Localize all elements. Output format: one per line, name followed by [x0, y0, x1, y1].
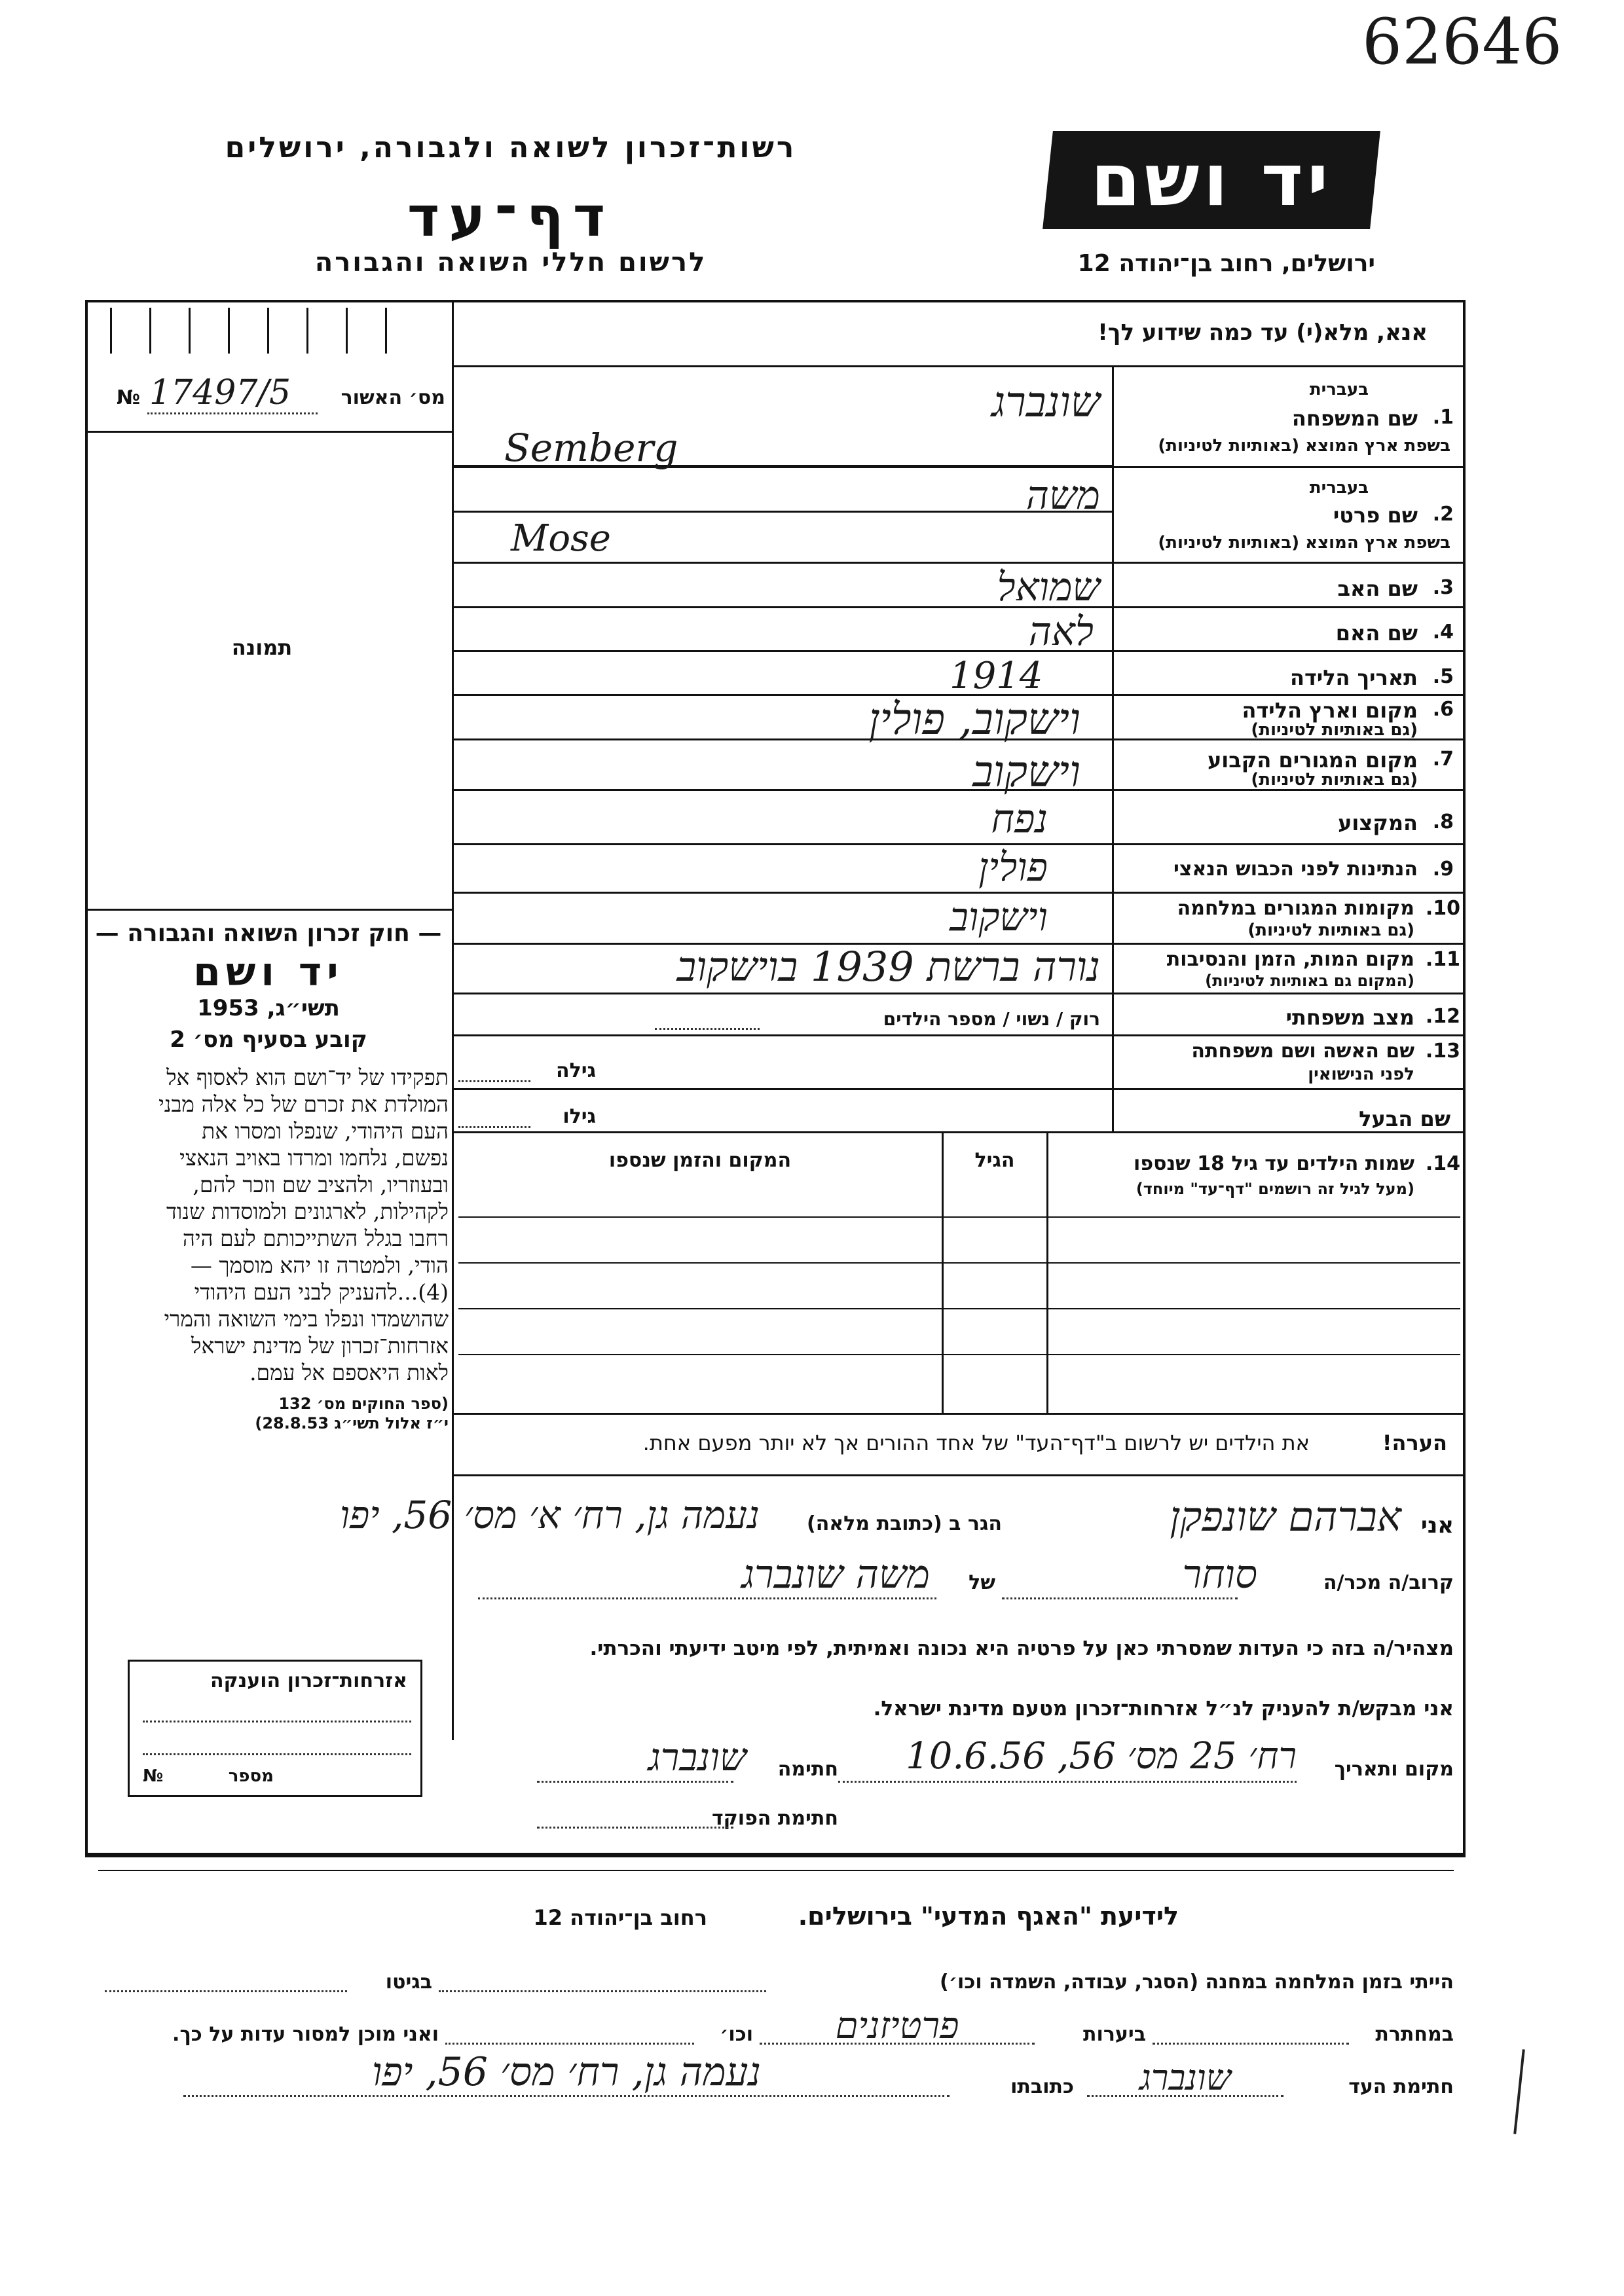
law-line: רחבו בגלל השתייכותם לעם היה: [182, 1226, 449, 1251]
field-11-sub: (המקום גם באותיות לטיניות): [1205, 972, 1414, 990]
field-12-options: רוק / נשוי / מספר הילדים: [883, 1008, 1100, 1030]
field-5-num: 5.: [1432, 665, 1454, 688]
approval-prefix: №: [117, 386, 141, 409]
field-13-age-label: גילה: [556, 1059, 596, 1082]
field-7-value[interactable]: וישקוב: [972, 746, 1080, 797]
declarant-name[interactable]: אברהם שונפקן: [1170, 1493, 1401, 1540]
decl-place-date: מקום ותאריך: [1334, 1758, 1454, 1781]
law-name: יד ושם: [193, 949, 344, 995]
law-line: שהושמדו ונפלו בימי השואה והמרי: [164, 1306, 449, 1332]
law-line: תפקידו של יד־ושם הוא לאסוף אל: [166, 1065, 449, 1090]
field-13-label: שם האשה ושם משפחתה: [1191, 1040, 1414, 1063]
field-12-label: מצב משפחתי: [1285, 1005, 1414, 1030]
field-7-num: 7.: [1432, 748, 1454, 771]
law-line: (4)...להעניק לבני העם היהודי: [194, 1279, 449, 1305]
field-6-num: 6.: [1432, 698, 1454, 721]
field-2-label: שם פרטי: [1333, 503, 1418, 528]
bottom-line2-d: ואני מוכן למסור עדות על כך.: [172, 2023, 439, 2046]
field-2-sub: בשפת ארץ המוצא (באותיות לטיניות): [1158, 533, 1450, 553]
field-3-label: שם האב: [1337, 576, 1418, 601]
field-1-sub: בשפת ארץ המוצא (באותיות לטיניות): [1158, 436, 1450, 456]
field-1-label: שם המשפחה: [1291, 406, 1418, 431]
field-1-num: 1.: [1432, 406, 1454, 429]
authority-title: רשות־זכרון לשואה ולגבורה, ירושלים: [225, 131, 797, 164]
field-2-num: 2.: [1432, 503, 1454, 526]
field-4-value[interactable]: לאה: [1028, 609, 1094, 655]
relation-value[interactable]: סוחר: [1182, 1552, 1257, 1597]
law-ref-2: י״ז אלול תשי״ג 28.8.53): [255, 1414, 449, 1432]
approval-label: מס׳ האשור: [341, 386, 445, 409]
archive-number: 62646: [1362, 5, 1562, 79]
field-9-label: הנתינות לפני הכבוש הנאצי: [1173, 858, 1418, 881]
field-3-num: 3.: [1432, 576, 1454, 599]
field-8-value[interactable]: נפח: [991, 796, 1048, 842]
husband-age-label: גילו: [563, 1105, 596, 1128]
citizenship-box: [128, 1660, 422, 1797]
field-8-num: 8.: [1432, 811, 1454, 833]
bottom-address: רחוב בן־יהודה 12: [533, 1905, 707, 1930]
field-6-value[interactable]: וישקוב, פולין: [868, 694, 1080, 744]
field-11-label: מקום המות, הזמן והנסיבות: [1166, 948, 1414, 971]
law-title: — חוק זכרון השואה והגבורה —: [95, 920, 442, 947]
field-4-num: 4.: [1432, 621, 1454, 644]
form-title: דף־עד: [407, 185, 615, 249]
bottom-line1-b: בגיטו: [385, 1971, 432, 1994]
field-10-value[interactable]: וישקוב: [950, 894, 1048, 940]
decl-signature: חתימה: [777, 1758, 838, 1781]
citizenship-number-prefix: №: [143, 1766, 164, 1786]
law-line: לאות היאספם אל עמם.: [249, 1360, 449, 1385]
bottom-line3-signature[interactable]: שונברג: [1139, 2057, 1231, 2098]
signature-value[interactable]: שונברג: [648, 1735, 747, 1779]
field-6-sub: (גם באותיות לטיניות): [1251, 720, 1418, 740]
law-line: המולדת את זכרם של כל אלה מבני: [158, 1091, 449, 1117]
yad-vashem-logo: [1043, 131, 1380, 229]
field-13-num: 13.: [1425, 1040, 1460, 1063]
law-clause: קובע בסעיף מס׳ 2: [170, 1027, 367, 1053]
husband-label: שם הבעל: [1359, 1106, 1450, 1131]
field-9-value[interactable]: פולין: [978, 845, 1048, 890]
decl-statement: מצהיר/ה בזה כי העדות שמסרתי כאן על פרטיה היא נכונה ואמיתית, לפי מיטב ידיעתי והכרתי.: [589, 1637, 1454, 1660]
declarant-address[interactable]: נעמה גן, רח׳ א׳ מס׳ 56, יפו: [340, 1493, 760, 1537]
of-value[interactable]: משה שונברג: [741, 1552, 930, 1597]
logo-text: יד ושם: [1090, 138, 1333, 222]
note-text: את הילדים יש לרשום ב"דף־העד" של אחד ההורים אך לא יותר מפעם אחת.: [642, 1430, 1310, 1455]
law-line: לקהילות, לארגונים ולמוסדות שנוד: [166, 1199, 449, 1224]
form-subtitle: לרשום חללי השואה והגבורה: [314, 247, 707, 278]
field-9-num: 9.: [1432, 858, 1454, 881]
field-2-lang: בעברית: [1309, 478, 1369, 498]
field-10-sub: (גם באותיות לטיניות): [1247, 920, 1414, 940]
field-7-sub: (גם באותיות לטיניות): [1251, 770, 1418, 790]
law-line: אזרחות־זכרון של מדינת ישראל: [191, 1333, 449, 1358]
law-line: ובעוזריו, ולהציב שם וזכר להם,: [193, 1172, 449, 1197]
place-date-value[interactable]: רח׳ 25 מס׳ 56, 10.6.56: [906, 1735, 1297, 1777]
decl-request: אני מבקש/ת להעניק לנ״ל אזרחות־זכרון מטעם מדינת ישראל.: [873, 1697, 1454, 1721]
field-1-value[interactable]: שונברג: [991, 378, 1100, 427]
field-11-value[interactable]: נורה ברשת 1939 בוישקוב: [676, 943, 1100, 991]
field-5-value[interactable]: 1914: [950, 655, 1043, 697]
header-address: ירושלים, רחוב בן־יהודה 12: [1077, 250, 1375, 277]
field-8-label: המקצוע: [1338, 811, 1418, 835]
bottom-line3-b: כתובתו: [1010, 2075, 1074, 2098]
margin-mark: [1513, 2049, 1525, 2134]
bottom-line2-c: וכו׳: [720, 2023, 753, 2046]
field-14-label: שמות הילדים עד גיל 18 שנספו: [1134, 1152, 1414, 1175]
citizenship-title: אזרחות־זכרון הוענקה: [210, 1669, 407, 1692]
field-11-num: 11.: [1425, 948, 1460, 971]
field-2-value[interactable]: משה: [1025, 473, 1100, 519]
bottom-line2-a: במחתרת: [1375, 2023, 1454, 2046]
bottom-line1-a: הייתי בזמן המלחמה במחנה (הסגר, עבודה, השמדה וכו׳): [940, 1971, 1454, 1994]
field-14-num: 14.: [1425, 1152, 1460, 1175]
decl-ani: אני: [1420, 1512, 1454, 1539]
field-14-sub: (מעל לגיל זה רושמים "דף־עד" מיוחד): [1135, 1180, 1414, 1198]
law-line: העם היהודי, שנפלו ומסרו את: [202, 1118, 449, 1144]
law-line: נפשם, נלחמו ומרדו באויב הנאצי: [179, 1145, 449, 1171]
law-ref-1: (ספר החוקים מס׳ 132: [278, 1394, 449, 1413]
field-2-value-latin[interactable]: Mose: [511, 517, 611, 560]
approval-ticks: [110, 308, 437, 367]
children-place-col: המקום והזמן שנספו: [608, 1149, 792, 1172]
field-10-label: מקומות המגורים במלחמה: [1177, 897, 1414, 920]
field-10-num: 10.: [1425, 897, 1460, 920]
law-line: הודי, ולמטרה זו יהא מוסמך —: [190, 1252, 449, 1278]
instruction: אנא, מלא(י) עד כמה שידוע לך!: [1098, 319, 1428, 346]
field-6-label: מקום וארץ הלידה: [1242, 698, 1418, 723]
bottom-line3-a: חתימת העד: [1348, 2075, 1454, 2098]
citizenship-number-label: מספר: [228, 1766, 274, 1786]
field-4-label: שם האם: [1335, 621, 1418, 646]
decl-resident: הגר ב (כתובת מלאה): [806, 1512, 1002, 1535]
field-12-num: 12.: [1425, 1005, 1460, 1028]
field-1-lang: בעברית: [1309, 380, 1369, 399]
law-text: [95, 1064, 449, 1386]
field-3-value[interactable]: שמואל: [997, 564, 1100, 610]
field-7-label: מקום המגורים הקבוע: [1207, 748, 1418, 773]
photo-label: תמונה: [231, 635, 293, 660]
field-5-label: תאריך הלידה: [1289, 665, 1418, 690]
bottom-line3-value[interactable]: נעמה גן, רח׳ מס׳ 56, יפו: [371, 2049, 762, 2095]
decl-of: של: [969, 1571, 995, 1594]
bottom-title: לידיעת "האגף המדעי" בירושלים.: [798, 1902, 1179, 1931]
field-1-value-latin[interactable]: Semberg: [504, 426, 678, 470]
law-year: תשי״ג, 1953: [197, 995, 340, 1021]
decl-officer: חתימת הפוקד: [712, 1807, 838, 1830]
decl-relative: קרוב/ה מכר/ה: [1323, 1571, 1454, 1594]
children-age-col: הגיל: [974, 1149, 1015, 1172]
bottom-line2-value[interactable]: פרטיזנים: [835, 2005, 959, 2047]
bottom-line2-b: ביערות: [1083, 2023, 1146, 2046]
approval-value[interactable]: 17497/5: [149, 373, 291, 412]
note-label: הערה!: [1382, 1430, 1447, 1455]
field-13-sub: לפני הנישואין: [1308, 1065, 1414, 1084]
